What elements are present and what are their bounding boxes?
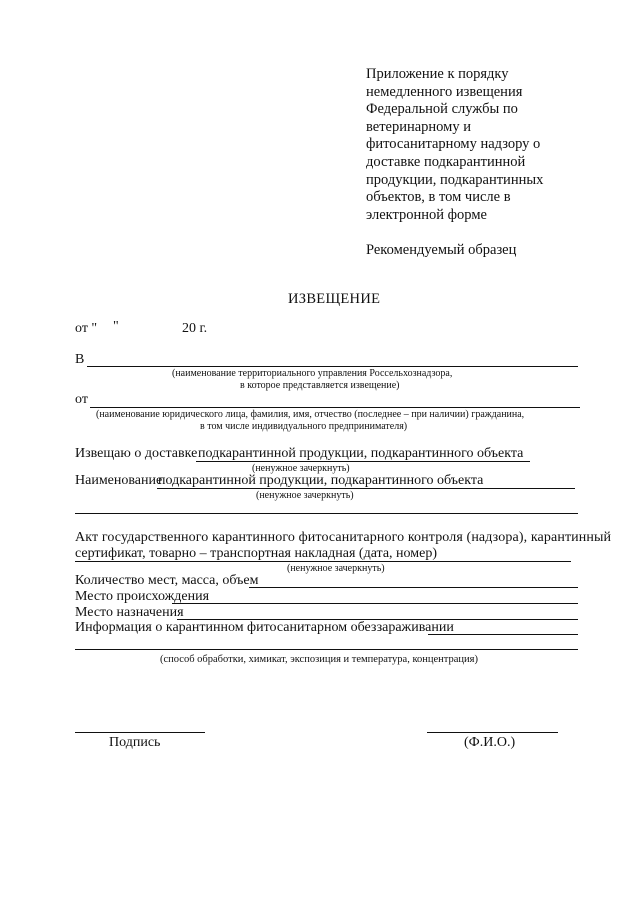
- document-title: ИЗВЕЩЕНИЕ: [288, 291, 381, 307]
- appendix-line: Федеральной службы по: [366, 101, 518, 118]
- appendix-line: продукции, подкарантинных: [366, 171, 544, 188]
- notice-hint: (ненужное зачеркнуть): [252, 463, 350, 474]
- appendix-line: ветеринарному и: [366, 118, 471, 135]
- destination-label: Место назначения: [75, 605, 184, 620]
- appendix-line: доставке подкарантинной: [366, 153, 526, 170]
- disinfection-hint: (способ обработки, химикат, экспозиция и температура, концентрация): [160, 654, 478, 665]
- from-input-line[interactable]: [90, 407, 580, 408]
- act-line-1: Акт государственного карантинного фитосанитарного контроля (надзора), карантинный: [75, 530, 612, 545]
- to-hint-1: (наименование территориального управления Россельхознадзора,: [172, 368, 453, 379]
- date-prefix: от ": [75, 321, 98, 336]
- name-value: подкарантинной продукции, подкарантинного объекта: [158, 473, 484, 488]
- name-hint: (ненужное зачеркнуть): [256, 490, 354, 501]
- quantity-label: Количество мест, масса, объем: [75, 573, 259, 588]
- appendix-line: фитосанитарному надзору о: [366, 136, 541, 153]
- appendix-line: Приложение к порядку: [366, 66, 509, 82]
- blank-line[interactable]: [75, 513, 578, 514]
- act-hint: (ненужное зачеркнуть): [287, 563, 385, 574]
- appendix-line: объектов, в том числе в: [366, 189, 511, 206]
- from-hint-1: (наименование юридического лица, фамилия, имя, отчество (последнее – при наличии) гражданина,: [96, 409, 525, 420]
- disinfection-extra-line[interactable]: [75, 649, 578, 650]
- full-name-line[interactable]: [427, 732, 558, 733]
- disinfection-input-line[interactable]: [428, 634, 578, 635]
- quantity-input-line[interactable]: [249, 587, 578, 588]
- name-label: Наименование: [75, 473, 163, 488]
- origin-input-line[interactable]: [172, 603, 578, 604]
- date-quote-close: ": [113, 319, 119, 334]
- date-year: 20 г.: [182, 321, 208, 336]
- notice-value: подкарантинной продукции, подкарантинного объекта: [198, 446, 524, 461]
- signature-line[interactable]: [75, 732, 205, 733]
- origin-label: Место происхождения: [75, 589, 210, 604]
- disinfection-label: Информация о карантинном фитосанитарном обеззараживании: [75, 620, 454, 635]
- act-input-line[interactable]: [75, 561, 571, 562]
- from-hint-2: в том числе индивидуального предпринимателя): [200, 421, 408, 432]
- appendix-note: [366, 66, 596, 260]
- name-input-line[interactable]: [157, 488, 575, 489]
- to-label: В: [75, 352, 85, 367]
- from-label: от: [75, 392, 88, 407]
- notice-input-line[interactable]: [196, 461, 530, 462]
- full-name-label: (Ф.И.О.): [464, 735, 516, 750]
- to-input-line[interactable]: [87, 366, 578, 367]
- signature-label: Подпись: [109, 735, 161, 750]
- notice-label: Извещаю о доставке: [75, 446, 198, 461]
- recommended-sample: Рекомендуемый образец: [366, 242, 517, 259]
- appendix-line: немедленного извещения: [366, 83, 523, 100]
- to-hint-2: в которое представляется извещение): [240, 380, 400, 391]
- appendix-line: электронной форме: [366, 206, 487, 223]
- act-line-2: сертификат, товарно – транспортная накладная (дата, номер): [75, 546, 438, 561]
